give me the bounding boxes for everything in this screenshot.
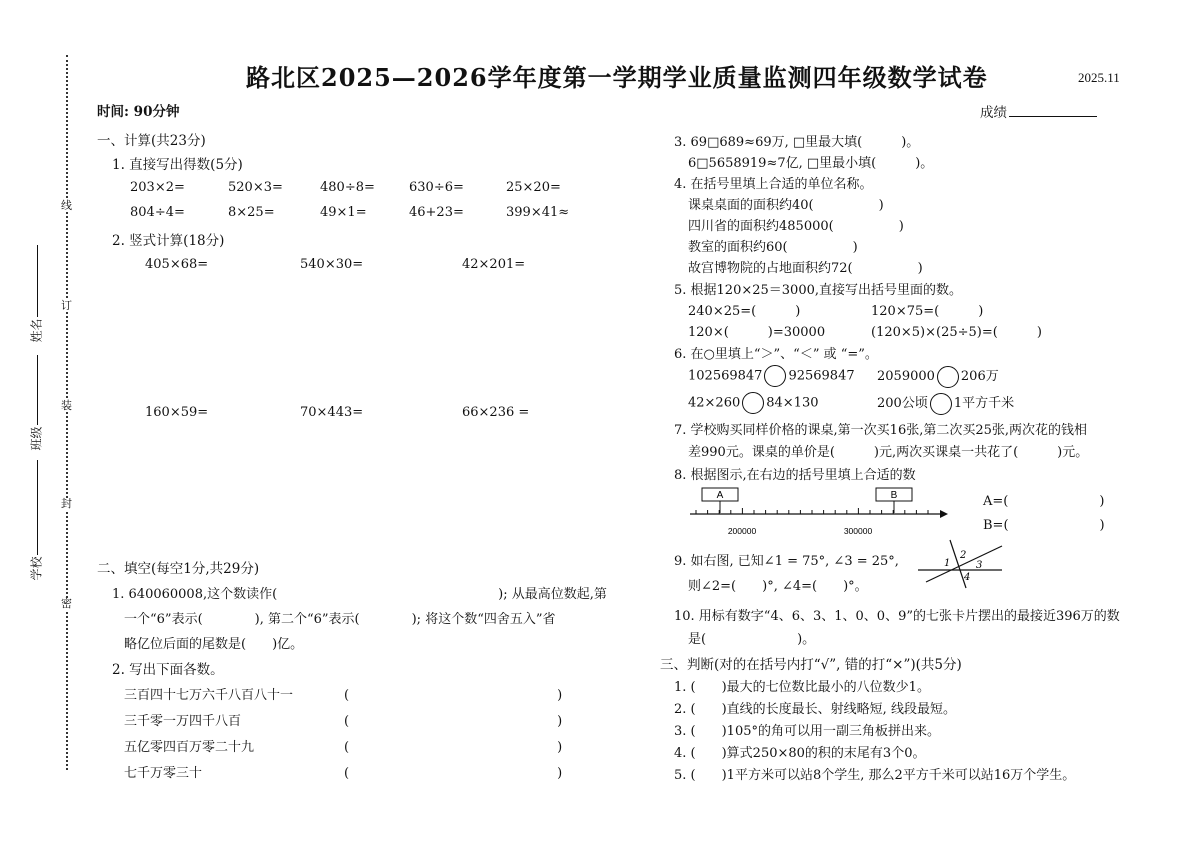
binding-label-class: 班级	[29, 426, 44, 451]
label-a: A	[716, 490, 724, 501]
vertical-calc-item: 540×30=	[300, 257, 364, 272]
compare-item: 102569847 92569847	[688, 365, 855, 387]
score-label: 成绩	[980, 101, 1097, 121]
number-line-figure	[688, 484, 950, 540]
exam-title: 路北区2025—2026学年度第一学期学业质量监测四年级数学试卷	[246, 63, 988, 92]
s2-q5-item: 120×75=( )	[871, 304, 984, 319]
number-word: 三千零一万四千八百	[124, 714, 242, 729]
answer-a[interactable]: A=( )	[983, 494, 1105, 509]
s2-q1-line: 一个“6”表示( ), 第二个“6”表示( ); 将这个数“四舍五入”省	[124, 612, 556, 627]
s2-q4-item: 故宫博物院的占地面积约72( )	[688, 261, 923, 276]
s2-q7-line: 差990元。课桌的单价是( )元,两次买课桌一共花了( )元。	[688, 445, 1089, 460]
s2-q4-item: 教室的面积约60( )	[688, 240, 858, 255]
s2-q3-line: 3. 69□689≈69万, □里最大填( )。	[674, 135, 920, 150]
compare-circle[interactable]	[930, 393, 952, 415]
binding-label-school: 学校	[29, 556, 44, 581]
binding-dotted-line	[66, 55, 68, 770]
s2-q5-item: 240×25=( )	[688, 304, 801, 319]
s2-q4-item: 四川省的面积约485000( )	[688, 219, 904, 234]
answer-paren[interactable]: ( )	[344, 740, 563, 755]
angle-3-label: 3	[976, 560, 983, 571]
calc-item: 203×2=	[130, 180, 185, 195]
judge-item: 5. ( )1平方米可以站8个学生, 那么2平方千米可以站16万个学生。	[674, 768, 1076, 783]
answer-b[interactable]: B=( )	[983, 518, 1105, 533]
calc-item: 399×41≈	[506, 205, 570, 220]
number-word: 三百四十七万六千八百八十一	[124, 688, 294, 703]
school-write-line	[37, 460, 38, 555]
angle-4-label: 4	[964, 572, 971, 583]
section-2-title: 二、填空(每空1分,共29分)	[97, 561, 260, 577]
compare-item: 2059000 206万	[877, 365, 999, 388]
number-word: 五亿零四百万零二十九	[124, 740, 255, 755]
answer-paren[interactable]: ( )	[344, 688, 563, 703]
s2-q9-line2: 则∠2=( )°, ∠4=( )°。	[688, 579, 868, 594]
judge-item: 3. ( )105°的角可以用一副三角板拼出来。	[674, 724, 940, 739]
judge-item: 1. ( )最大的七位数比最小的八位数少1。	[674, 680, 930, 695]
binding-label-name: 姓名	[29, 318, 44, 343]
name-write-line	[37, 245, 38, 317]
class-write-line	[37, 355, 38, 425]
compare-circle[interactable]	[937, 366, 959, 388]
s2-q1-line: 1. 640060008,这个数读作( ); 从最高位数起,第	[112, 587, 607, 602]
calc-item: 8×25=	[228, 205, 275, 220]
calc-item: 804÷4=	[130, 205, 185, 220]
s2-q2-title: 2. 写出下面各数。	[112, 662, 224, 678]
answer-paren[interactable]: ( )	[344, 714, 563, 729]
calc-item: 630÷6=	[409, 180, 464, 195]
vertical-calc-item: 66×236 =	[462, 405, 530, 420]
angle-2-label: 2	[960, 550, 967, 561]
compare-circle[interactable]	[742, 392, 764, 414]
s2-q5-item: (120×5)×(25÷5)=( )	[871, 325, 1042, 340]
calc-item: 46+23=	[409, 205, 464, 220]
number-word: 七千万零三十	[124, 766, 203, 781]
exam-time: 时间: 90分钟	[97, 104, 180, 120]
angle-1-label: 1	[944, 558, 951, 569]
compare-item: 42×260 84×130	[688, 392, 819, 414]
s2-q5-item: 120×( )=30000	[688, 325, 826, 340]
section-1-title: 一、计算(共23分)	[97, 133, 206, 149]
calc-item: 520×3=	[228, 180, 283, 195]
judge-item: 4. ( )算式250×80的积的末尾有3个0。	[674, 746, 926, 761]
vertical-calc-item: 160×59=	[145, 405, 209, 420]
vertical-calc-item: 42×201=	[462, 257, 526, 272]
axis-arrow	[940, 510, 948, 518]
s2-q3-line: 6□5658919≈7亿, □里最小填( )。	[688, 156, 934, 171]
vertical-calc-item: 70×443=	[300, 405, 364, 420]
s2-q6-title: 6. 在○里填上“＞”、“＜” 或 “=”。	[674, 347, 878, 362]
exam-date: 2025.11	[1078, 70, 1120, 85]
answer-paren[interactable]: ( )	[344, 766, 563, 781]
tick-label-200000: 200000	[727, 526, 757, 536]
s2-q5-title: 5. 根据120×25＝3000,直接写出括号里面的数。	[674, 283, 962, 298]
s2-q4-title: 4. 在括号里填上合适的单位名称。	[674, 177, 873, 192]
calc-item: 480÷8=	[320, 180, 375, 195]
binding-char-ding: 订	[61, 299, 72, 312]
s2-q10-line: 是( )。	[688, 632, 816, 647]
angle-figure	[914, 538, 1006, 590]
calc-item: 25×20=	[506, 180, 561, 195]
binding-char-xian: 线	[61, 199, 72, 212]
calc-item: 49×1=	[320, 205, 367, 220]
s2-q10-line: 10. 用标有数字“4、6、3、1、0、0、9”的七张卡片摆出的最接近396万的数	[674, 609, 1120, 624]
section-3-title: 三、判断(对的在括号内打“√”, 错的打“×”)(共5分)	[660, 657, 962, 673]
judge-item: 2. ( )直线的长度最长、射线略短, 线段最短。	[674, 702, 956, 717]
tick-label-300000: 300000	[843, 526, 873, 536]
s2-q1-line: 略亿位后面的尾数是( )亿。	[124, 637, 304, 652]
s2-q9-line1: 9. 如右图, 已知∠1 = 75°, ∠3 = 25°,	[674, 554, 899, 569]
binding-char-zhuang: 装	[61, 399, 72, 412]
s2-q8-title: 8. 根据图示,在右边的括号里填上合适的数	[674, 468, 916, 483]
compare-circle[interactable]	[764, 365, 786, 387]
label-b: B	[890, 490, 898, 501]
s1-q1-title: 1. 直接写出得数(5分)	[112, 157, 243, 173]
s2-q4-item: 课桌桌面的面积约40( )	[688, 198, 884, 213]
compare-item: 200公顷 1平方千米	[877, 392, 1014, 415]
score-blank[interactable]	[1009, 104, 1097, 117]
vertical-calc-item: 405×68=	[145, 257, 209, 272]
binding-char-mi: 密	[61, 597, 72, 610]
binding-char-feng: 封	[61, 497, 72, 510]
s1-q2-title: 2. 竖式计算(18分)	[112, 233, 225, 249]
s2-q7-line: 7. 学校购买同样价格的课桌,第一次买16张,第二次买25张,两次花的钱相	[674, 423, 1088, 438]
